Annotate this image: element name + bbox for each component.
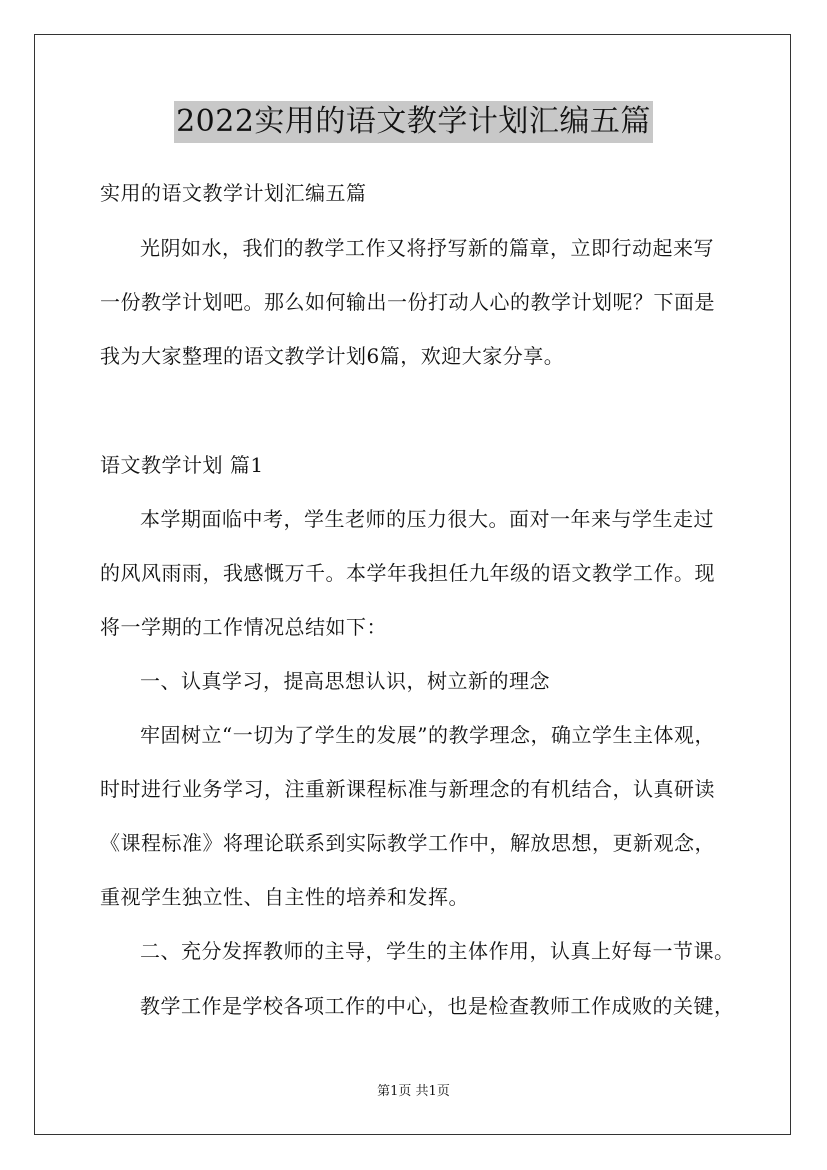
subheading-line: 一、认真学习，提高思想认识，树立新的理念: [140, 669, 550, 693]
paragraph-line: 本学期面临中考，学生老师的压力很大。面对一年来与学生走过: [140, 507, 714, 531]
paragraph-line: 《课程标准》将理论联系到实际教学工作中，解放思想，更新观念，: [100, 831, 715, 855]
paragraph-line: 时时进行业务学习，注重新课程标准与新理念的有机结合，认真研读: [100, 777, 715, 801]
subtitle-line: 实用的语文教学计划汇编五篇: [100, 181, 367, 205]
paragraph-line: 我为大家整理的语文教学计划6篇，欢迎大家分享。: [100, 344, 565, 368]
paragraph-line: 牢固树立“一切为了学生的发展”的教学理念，确立学生主体观，: [140, 723, 715, 747]
document-title: 2022实用的语文教学计划汇编五篇: [174, 101, 653, 143]
paragraph-line: 重视学生独立性、自主性的培养和发挥。: [100, 885, 469, 909]
paragraph-line: 一份教学计划吧。那么如何输出一份打动人心的教学计划呢？下面是: [100, 290, 715, 314]
paragraph-line: 教学工作是学校各项工作的中心，也是检查教师工作成败的关键，: [140, 994, 735, 1018]
page-footer: 第1页 共1页: [377, 1084, 450, 1099]
paragraph-line: 光阴如水，我们的教学工作又将抒写新的篇章，立即行动起来写: [140, 236, 714, 260]
title-container: [0, 101, 827, 143]
section-heading: 语文教学计划 篇1: [100, 453, 264, 477]
subheading-line: 二、充分发挥教师的主导，学生的主体作用，认真上好每一节课。: [140, 939, 735, 963]
paragraph-line: 将一学期的工作情况总结如下：: [100, 615, 387, 639]
paragraph-line: 的风风雨雨，我感慨万千。本学年我担任九年级的语文教学工作。现: [100, 561, 715, 585]
